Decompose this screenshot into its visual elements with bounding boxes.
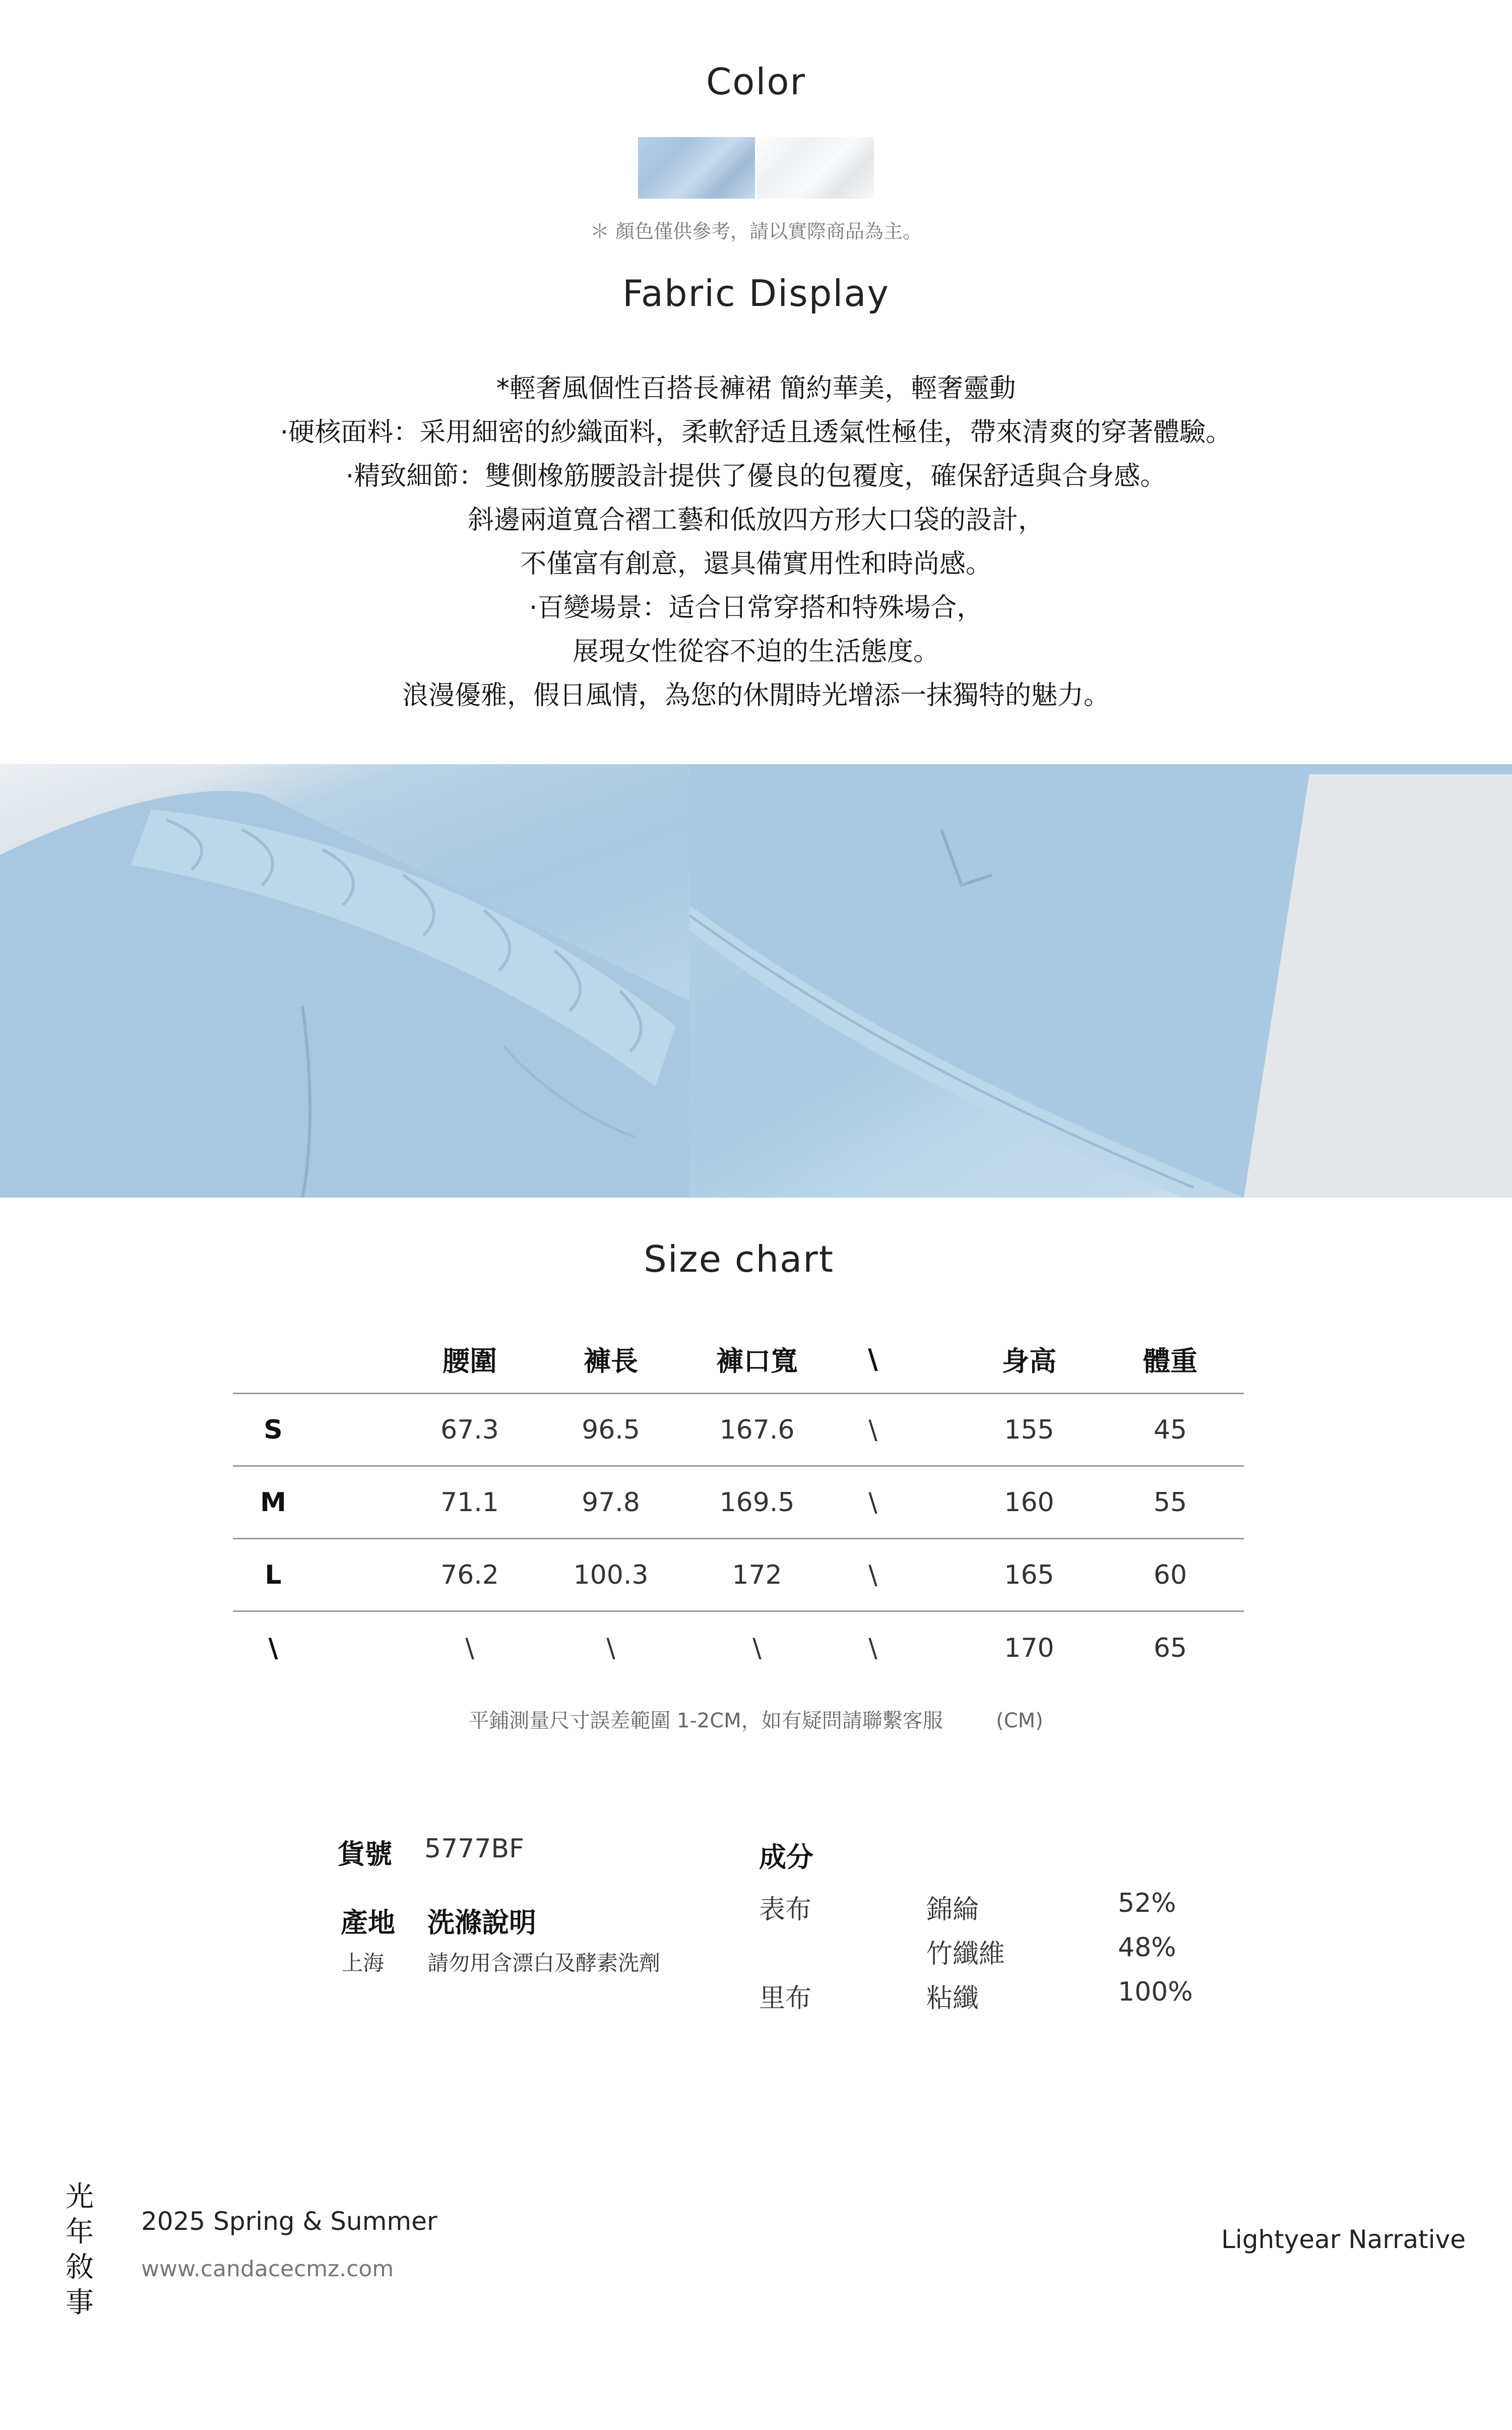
fabric-desc-line: 不僅富有創意，還具備實用性和時尚感。 <box>520 549 992 579</box>
fabric-desc-line: 展現女性從容不迫的生活態度。 <box>572 637 939 667</box>
care-label: 洗滌說明 <box>427 1907 536 1939</box>
color-title: Color <box>706 60 806 103</box>
origin-label: 產地 <box>341 1907 395 1939</box>
origin-value: 上海 <box>342 1951 385 1975</box>
header-cell <box>233 1326 313 1393</box>
composition-part: 里布 <box>759 1983 812 2014</box>
table-cell: 60 <box>1153 1560 1187 1590</box>
table-cell: \ <box>868 1560 877 1590</box>
color-swatch-white[interactable] <box>757 137 874 199</box>
item-no-value: 5777BF <box>424 1834 524 1864</box>
composition-percent: 52% <box>1118 1888 1176 1918</box>
brand-logo: 光年敘事 <box>66 2180 94 2319</box>
website-link[interactable]: www.candacecmz.com <box>141 2256 394 2282</box>
table-row <box>233 1539 1244 1612</box>
table-cell: \ <box>868 1633 877 1663</box>
season-label: 2025 Spring & Summer <box>141 2207 437 2236</box>
table-cell: 67.3 <box>440 1414 499 1445</box>
fabric-desc-line: *輕奢風個性百搭長褲裙 簡約華美，輕奢靈動 <box>496 373 1016 404</box>
hem-illustration <box>689 764 1512 1198</box>
table-cell: \ <box>868 1487 877 1518</box>
table-cell: 45 <box>1153 1414 1187 1445</box>
table-cell: 65 <box>1153 1633 1187 1663</box>
table-cell: 76.2 <box>440 1560 499 1590</box>
fabric-title: Fabric Display <box>622 272 890 315</box>
table-cell: 100.3 <box>573 1560 649 1590</box>
fabric-desc-line: 斜邊兩道寬合褶工藝和低放四方形大口袋的設計， <box>467 505 1044 535</box>
header-cell: 褲口寬 <box>716 1345 798 1377</box>
size-chart-note <box>0 1705 1512 1733</box>
waistband-illustration <box>0 764 689 1198</box>
size-label: L <box>265 1560 282 1590</box>
header-cell: 身高 <box>1002 1345 1056 1377</box>
table-cell: \ <box>606 1633 615 1663</box>
color-note: ＊ 顏色僅供參考，請以實際商品為主。 <box>590 220 922 242</box>
table-cell: 155 <box>1004 1414 1054 1445</box>
table-cell: 165 <box>1004 1560 1054 1590</box>
composition-material: 竹纖維 <box>926 1939 1005 1969</box>
size-label: S <box>264 1414 283 1445</box>
table-cell: 55 <box>1153 1487 1187 1518</box>
size-table-header <box>233 1326 1244 1394</box>
composition-part: 表布 <box>759 1895 812 1925</box>
header-cell: 腰圍 <box>443 1345 497 1377</box>
table-cell: 97.8 <box>582 1487 640 1518</box>
header-cell: \ <box>868 1343 878 1375</box>
measurement-note: 平鋪測量尺寸誤差範圍 1-2CM，如有疑問請聯繫客服 <box>469 1709 943 1732</box>
size-chart-title: Size chart <box>644 1238 834 1280</box>
fabric-desc-line: 浪漫優雅，假日風情，為您的休閒時光增添一抹獨特的魅力。 <box>402 680 1110 711</box>
fabric-desc-line: ·百變場景：适合日常穿搭和特殊場合， <box>529 593 983 623</box>
table-cell: \ <box>868 1414 877 1445</box>
table-row <box>233 1467 1244 1539</box>
size-label: M <box>260 1487 286 1518</box>
header-cell: 體重 <box>1143 1345 1198 1377</box>
composition-percent: 100% <box>1118 1977 1193 2007</box>
table-row <box>233 1394 1244 1467</box>
fabric-desc-line: ·精致細節：雙側橡筋腰設計提供了優良的包覆度，確保舒适與合身感。 <box>345 461 1167 491</box>
table-cell: \ <box>465 1633 474 1663</box>
table-row <box>233 1612 1244 1685</box>
table-cell: 169.5 <box>719 1487 795 1518</box>
table-cell: 167.6 <box>719 1414 795 1445</box>
care-value: 請勿用含漂白及酵素洗劑 <box>427 1951 661 1975</box>
fabric-desc-line: ·硬核面料：采用細密的紗織面料，柔軟舒适且透氣性極佳，帶來清爽的穿著體驗。 <box>280 417 1232 448</box>
fabric-description <box>0 367 1512 718</box>
composition-percent: 48% <box>1118 1933 1176 1963</box>
header-cell: 褲長 <box>584 1345 638 1377</box>
composition-label: 成分 <box>759 1841 813 1873</box>
composition-material: 錦綸 <box>926 1895 979 1925</box>
brand-name: Lightyear Narrative <box>1221 2225 1466 2254</box>
table-cell: 71.1 <box>440 1487 499 1518</box>
waistband-photo <box>0 764 689 1198</box>
table-cell: 96.5 <box>582 1414 640 1445</box>
table-cell: \ <box>752 1633 762 1663</box>
table-cell: 172 <box>732 1560 782 1590</box>
table-cell: 160 <box>1004 1487 1054 1518</box>
composition-material: 粘纖 <box>926 1983 979 2014</box>
size-table <box>233 1326 1244 1685</box>
item-no-label: 貨號 <box>338 1838 392 1870</box>
table-cell: 170 <box>1004 1633 1054 1663</box>
hem-photo <box>689 764 1512 1198</box>
color-swatch-blue[interactable] <box>638 137 755 199</box>
unit-label: (CM) <box>996 1709 1043 1732</box>
size-label: \ <box>268 1633 278 1663</box>
